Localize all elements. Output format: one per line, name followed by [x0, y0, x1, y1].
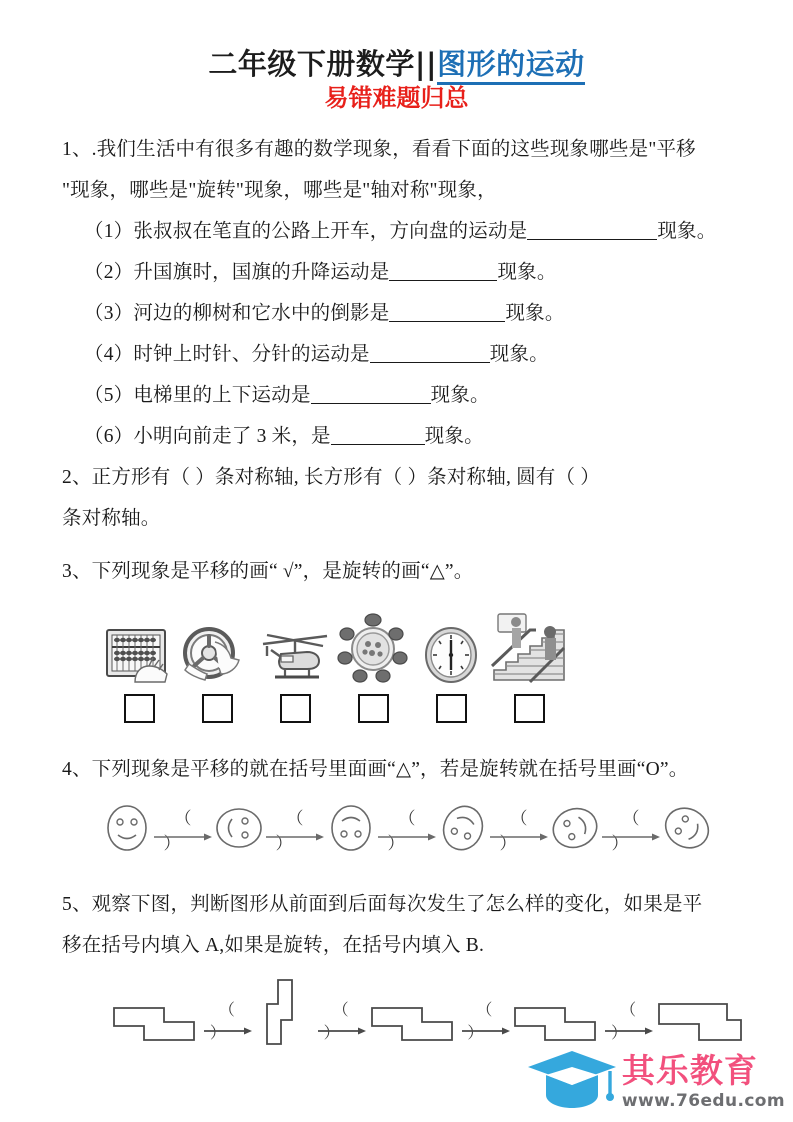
- arrow-right-icon: [204, 1027, 252, 1035]
- title-separator: ||: [414, 47, 438, 81]
- escalator-icon: [490, 608, 568, 684]
- brand-url: www.76edu.com: [621, 1090, 785, 1111]
- q4-stem: 4、下列现象是平移的就在括号里面画“△”，若是旋转就在括号里画“O”。: [62, 759, 689, 781]
- q4-connector-4-parens[interactable]: （ ）: [499, 809, 550, 854]
- smiley-face-4: [440, 803, 486, 858]
- arrow-right-icon: [490, 833, 548, 841]
- q1-item-4-text: （4）时钟上时针、分针的运动是: [84, 344, 370, 366]
- smiley-face-3: [328, 803, 374, 858]
- q3-answer-box-6[interactable]: [514, 694, 545, 723]
- q4-connector-2-parens[interactable]: （ ）: [275, 809, 326, 854]
- abacus-icon: [100, 608, 178, 684]
- q1-item-3-text: （3）河边的柳树和它水中的倒影是: [84, 303, 390, 325]
- q1-item-4: [62, 334, 745, 375]
- q5-connector-2: [314, 991, 368, 1055]
- q3-answer-cell-2: [178, 694, 256, 723]
- q1-item-6-blank[interactable]: [331, 428, 425, 445]
- worksheet-content: [0, 129, 793, 1063]
- title-topic: 图形的运动: [437, 47, 585, 85]
- q3-answer-box-5[interactable]: [436, 694, 467, 723]
- q1-item-6-suffix: 现象。: [424, 426, 484, 448]
- page-title-block: [0, 0, 793, 113]
- q3-answer-cell-3: [256, 694, 334, 723]
- smiley-face-5: [552, 803, 598, 858]
- q1-item-5: [62, 375, 745, 416]
- q1-item-1-text: （1）张叔叔在笔直的公路上开车，方向盘的运动是: [84, 221, 528, 243]
- smiley-face-6: [664, 803, 710, 858]
- q5-stem-line2: 移在括号内填入 A,如果是旋转，在括号内填入 B.: [62, 935, 485, 957]
- arrow-right-icon: [462, 1027, 510, 1035]
- q3-answer-cell-6: [490, 694, 568, 723]
- arrow-right-icon: [602, 833, 660, 841]
- arrow-right-icon: [605, 1027, 653, 1035]
- smiley-face-1: [104, 803, 150, 858]
- q1-item-5-blank[interactable]: [311, 387, 431, 404]
- q2-line1: 2、正方形有（ ）条对称轴, 长方形有（ ）条对称轴, 圆有（ ）: [62, 467, 600, 489]
- arrow-right-icon: [318, 1027, 366, 1035]
- q5-stem-line1: 5、观察下图，判断图形从前面到后面每次发生了怎么样的变化，如果是平: [62, 894, 703, 916]
- q1-stem-line2: "现象，哪些是"旋转"现象，哪些是"轴对称"现象，: [62, 180, 497, 202]
- q1-item-2-suffix: 现象。: [497, 262, 557, 284]
- q4-connector-5: [598, 802, 664, 858]
- q1-item-3-suffix: 现象。: [505, 303, 565, 325]
- q1-item-1-blank[interactable]: [527, 223, 657, 240]
- q4-connector-4: [486, 802, 552, 858]
- q4-connector-2: [262, 802, 328, 858]
- step-shape-1: [110, 990, 200, 1055]
- q1-item-6-text: （6）小明向前走了 3 米，是: [84, 426, 331, 448]
- q1-stem-line1: 1、.我们生活中有很多有趣的数学现象，看看下面的这些现象哪些是"平移: [62, 139, 696, 161]
- q5-connector-1: [200, 991, 254, 1055]
- q5-connector-3-parens[interactable]: （ ）: [467, 1001, 511, 1042]
- q3-answer-cell-1: [100, 694, 178, 723]
- q5-connector-4-parens[interactable]: （ ）: [611, 1001, 655, 1042]
- q5-connector-3: [458, 991, 512, 1055]
- q1-item-3-blank[interactable]: [389, 305, 505, 322]
- q1-item-4-blank[interactable]: [370, 346, 490, 363]
- q4-connector-3-parens[interactable]: （ ）: [387, 809, 438, 854]
- q5-connector-1-parens[interactable]: （ ）: [209, 1001, 253, 1042]
- page-subtitle: 易错难题归总: [324, 84, 469, 113]
- steering-wheel-icon: [178, 608, 256, 684]
- arrow-right-icon: [266, 833, 324, 841]
- page-title: [0, 48, 793, 80]
- smiley-face-2: [216, 803, 262, 858]
- q1-item-2-blank[interactable]: [389, 264, 497, 281]
- q3-answer-box-2[interactable]: [202, 694, 233, 723]
- graduation-cap-icon: [526, 1045, 618, 1118]
- clock-icon: [412, 608, 490, 684]
- q1-item-1: [62, 211, 745, 252]
- q4-connector-5-parens[interactable]: （ ）: [611, 809, 662, 854]
- title-grade-subject: 二年级下册数学: [208, 47, 415, 81]
- rotating-table-icon: [334, 608, 412, 684]
- q3-answer-box-1[interactable]: [124, 694, 155, 723]
- q3-answer-cell-4: [334, 694, 412, 723]
- brand-name: 其乐教育: [621, 1050, 758, 1090]
- q1-item-5-suffix: 现象。: [430, 385, 490, 407]
- q4-face-sequence: [62, 802, 745, 858]
- q4-connector-1: [150, 802, 216, 858]
- q5-connector-2-parens[interactable]: （ ）: [323, 1001, 367, 1042]
- q2-line2: 条对称轴。: [62, 508, 161, 530]
- q3-answer-box-4[interactable]: [358, 694, 389, 723]
- q1-item-1-suffix: 现象。: [657, 221, 717, 243]
- arrow-right-icon: [378, 833, 436, 841]
- q1-item-2: [62, 252, 745, 293]
- q1-item-4-suffix: 现象。: [489, 344, 549, 366]
- step-shape-2: [254, 982, 314, 1063]
- logo-text-group: [621, 1050, 785, 1111]
- q3-picture-row: [62, 606, 745, 684]
- q3-answer-cell-5: [412, 694, 490, 723]
- helicopter-icon: [256, 608, 334, 684]
- q3-stem: 3、下列现象是平移的画“ √”，是旋转的画“△”。: [62, 561, 474, 583]
- q3-answer-box-3[interactable]: [280, 694, 311, 723]
- step-shape-3: [368, 990, 458, 1055]
- q1-item-3: [62, 293, 745, 334]
- q4-connector-3: [374, 802, 440, 858]
- q1-item-2-text: （2）升国旗时，国旗的升降运动是: [84, 262, 390, 284]
- site-logo: [526, 1045, 785, 1118]
- q1-item-6: [62, 416, 745, 457]
- q4-connector-1-parens[interactable]: （ ）: [163, 809, 214, 854]
- q3-answer-box-row: [62, 694, 745, 723]
- q1-item-5-text: （5）电梯里的上下运动是: [84, 385, 311, 407]
- arrow-right-icon: [154, 833, 212, 841]
